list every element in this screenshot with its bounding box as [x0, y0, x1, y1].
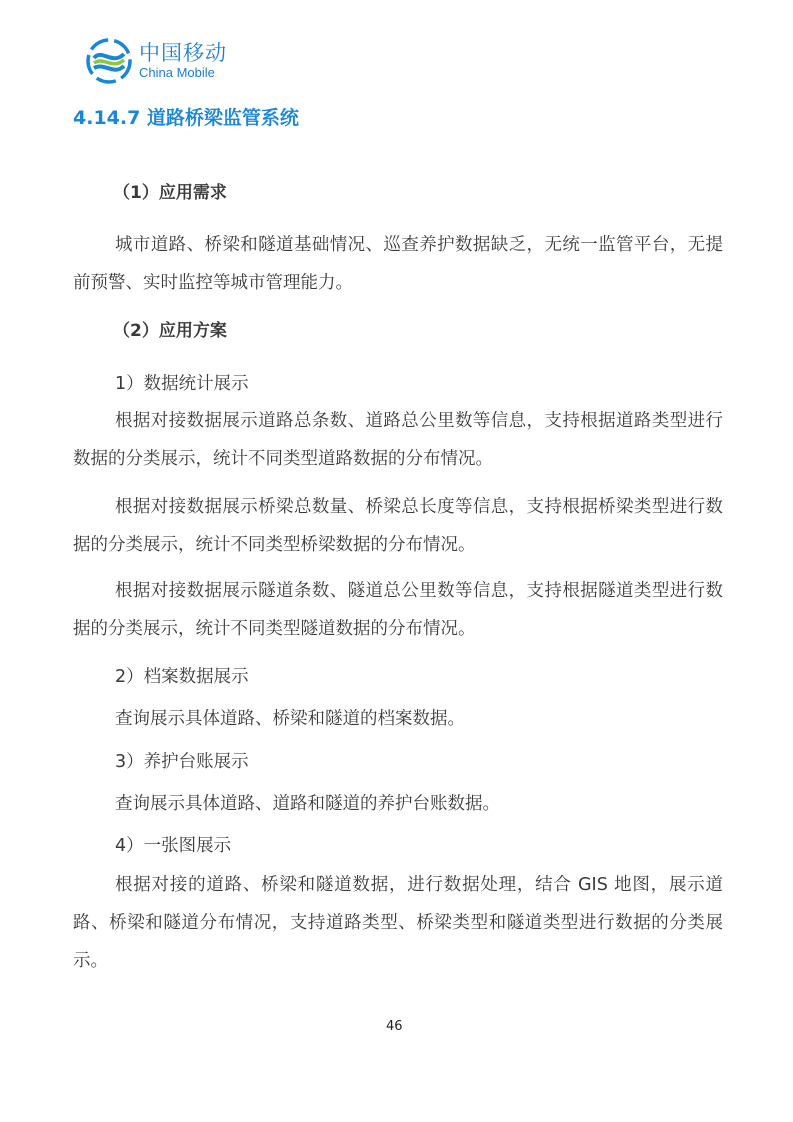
item-1-title: 1）数据统计展示 [115, 374, 249, 394]
item-1-paragraph-3: 根据对接数据展示隧道条数、隧道总公里数等信息，支持根据隧道类型进行数据的分类展示，统计不同类型隧道数据的分布情况。 [73, 581, 723, 639]
item-3-paragraph: 查询展示具体道路、道路和隧道的养护台账数据。 [115, 794, 500, 814]
china-mobile-logo-icon [86, 38, 132, 84]
logo-english-text: China Mobile [139, 65, 215, 80]
requirement-heading: （1）应用需求 [113, 183, 227, 203]
item-3-title: 3）养护台账展示 [115, 752, 249, 772]
page-number: 46 [386, 1019, 403, 1034]
item-4-title: 4）一张图展示 [115, 836, 232, 856]
section-title: 4.14.7 道路桥梁监管系统 [73, 107, 299, 129]
solution-heading: （2）应用方案 [113, 321, 227, 341]
item-2-paragraph: 查询展示具体道路、桥梁和隧道的档案数据。 [115, 709, 465, 729]
item-4-paragraph: 根据对接的道路、桥梁和隧道数据，进行数据处理，结合 GIS 地图，展示道路、桥梁和隧道分布情况，支持道路类型、桥梁类型和隧道类型进行数据的分类展示。 [73, 875, 723, 971]
item-1-paragraph-1: 根据对接数据展示道路总条数、道路总公里数等信息，支持根据道路类型进行数据的分类展示，统计不同类型道路数据的分布情况。 [73, 411, 723, 469]
item-2-title: 2）档案数据展示 [115, 667, 249, 687]
china-mobile-logo [86, 38, 227, 84]
requirement-text: 城市道路、桥梁和隧道基础情况、巡查养护数据缺乏，无统一监管平台，无提前预警、实时监控等城市管理能力。 [73, 235, 723, 293]
logo-chinese-text: 中国移动 [139, 41, 227, 65]
item-1-paragraph-2: 根据对接数据展示桥梁总数量、桥梁总长度等信息，支持根据桥梁类型进行数据的分类展示，统计不同类型桥梁数据的分布情况。 [73, 497, 723, 555]
